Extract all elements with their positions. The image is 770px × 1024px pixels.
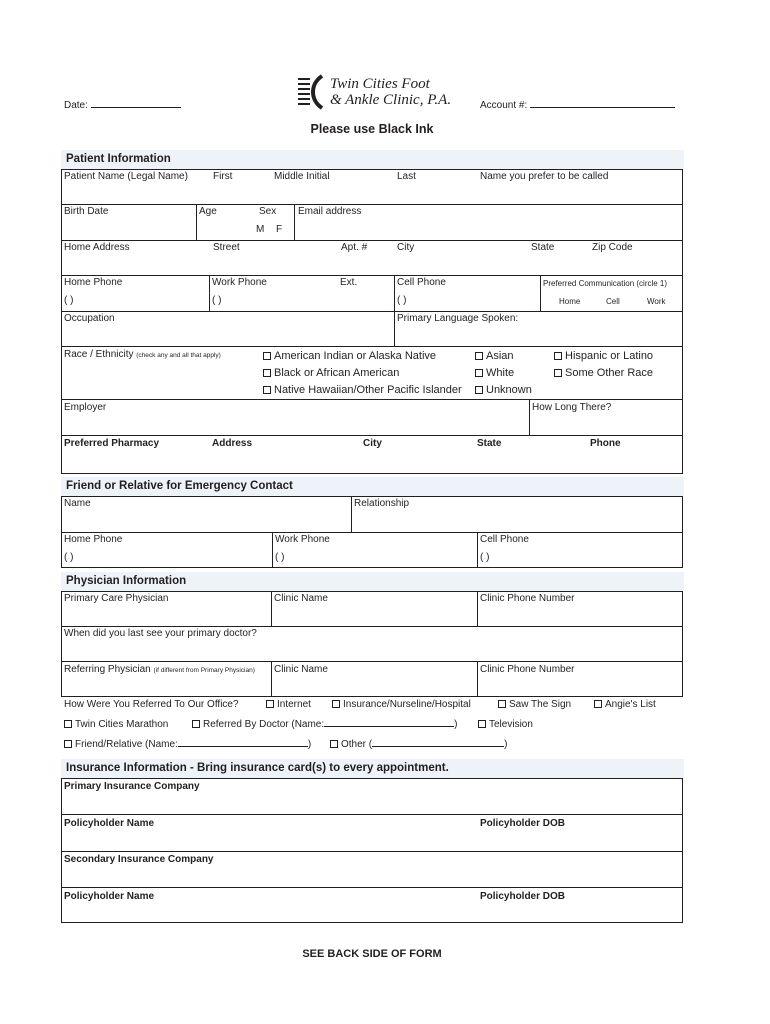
ref-angies-checkbox[interactable]: Angie's List (594, 699, 656, 710)
account-field[interactable] (480, 100, 675, 111)
patient-section-header: Patient Information (61, 150, 684, 169)
age-label: Age (199, 206, 217, 217)
last-seen-label: When did you last see your primary doctor? (64, 628, 257, 639)
physician-section-header: Physician Information (61, 572, 684, 591)
pharmacy-phone-label: Phone (590, 438, 621, 449)
pref-comm-label: Preferred Communication (circle 1) (543, 279, 668, 288)
race-black-checkbox[interactable]: Black or African American (263, 367, 399, 379)
pcp-clinic-phone-label: Clinic Phone Number (480, 593, 575, 604)
see-back-note: SEE BACK SIDE OF FORM (302, 948, 442, 960)
ref-insurance-checkbox[interactable]: Insurance/Nurseline/Hospital (332, 699, 471, 710)
clinic-logo (296, 74, 466, 112)
sex-label: Sex (259, 206, 277, 217)
race-asian-checkbox[interactable]: Asian (475, 350, 514, 362)
race-unknown-checkbox[interactable]: Unknown (475, 384, 532, 396)
logo-line-1: Twin Cities Foot (330, 76, 430, 92)
ink-instruction: Please use Black Ink (310, 122, 434, 136)
race-hispanic-checkbox[interactable]: Hispanic or Latino (554, 350, 653, 362)
ec-home-phone-input[interactable]: ( ) (64, 552, 74, 563)
logo-mark-icon (296, 74, 332, 110)
primary-insurance-label: Primary Insurance Company (64, 781, 200, 792)
primary-holder-dob-label: Policyholder DOB (480, 818, 566, 829)
pcp-clinic-label: Clinic Name (274, 593, 328, 604)
ec-name-label: Name (64, 498, 91, 509)
ec-work-phone-label: Work Phone (275, 534, 330, 545)
pref-home-option[interactable]: Home (559, 297, 581, 306)
race-white-checkbox[interactable]: White (475, 367, 514, 379)
ref-marathon-checkbox[interactable]: Twin Cities Marathon (64, 719, 168, 730)
ref-television-checkbox[interactable]: Television (478, 719, 533, 730)
date-label: Date: (64, 100, 88, 111)
race-hawaiian-checkbox[interactable]: Native Hawaiian/Other Pacific Islander (263, 384, 462, 396)
last-name-label: Last (397, 171, 416, 182)
email-label: Email address (298, 206, 362, 217)
referring-label: Referring Physician (if different from Primary Physician) (64, 664, 255, 675)
ref-friend-checkbox[interactable]: Friend/Relative (Name: ) (64, 739, 311, 750)
ec-cell-phone-input[interactable]: ( ) (480, 552, 490, 563)
pref-work-option[interactable]: Work (647, 297, 666, 306)
ref-internet-checkbox[interactable]: Internet (266, 699, 311, 710)
secondary-insurance-label: Secondary Insurance Company (64, 854, 214, 865)
sex-f-option[interactable]: F (276, 224, 283, 235)
middle-initial-label: Middle Initial (274, 171, 330, 182)
pharmacy-address-label: Address (212, 438, 253, 449)
pcp-label: Primary Care Physician (64, 593, 169, 604)
cell-phone-input[interactable]: ( ) (397, 295, 407, 306)
work-phone-label: Work Phone (212, 277, 267, 288)
patient-name-input[interactable] (62, 183, 682, 203)
ec-cell-phone-label: Cell Phone (480, 534, 529, 545)
employer-label: Employer (64, 402, 107, 413)
ref-clinic-label: Clinic Name (274, 664, 328, 675)
preferred-name-label: Name you prefer to be called (480, 171, 609, 182)
primary-holder-name-label: Policyholder Name (64, 818, 155, 829)
pharmacy-label: Preferred Pharmacy (64, 438, 160, 449)
ref-sign-checkbox[interactable]: Saw The Sign (498, 699, 571, 710)
cell-phone-label: Cell Phone (397, 277, 446, 288)
occupation-label: Occupation (64, 313, 115, 324)
secondary-holder-dob-label: Policyholder DOB (480, 891, 566, 902)
street-label: Street (213, 242, 240, 253)
city-label: City (397, 242, 415, 253)
state-label: State (531, 242, 555, 253)
race-label: Race / Ethnicity (check any and all that apply) (64, 349, 221, 360)
email-input[interactable] (296, 218, 682, 238)
ec-work-phone-input[interactable]: ( ) (275, 552, 285, 563)
home-phone-input[interactable]: ( ) (64, 295, 74, 306)
date-field[interactable] (64, 100, 181, 111)
work-phone-input[interactable]: ( ) (212, 295, 222, 306)
pref-cell-option[interactable]: Cell (606, 297, 620, 306)
ref-clinic-phone-label: Clinic Phone Number (480, 664, 575, 675)
pharmacy-city-label: City (363, 438, 382, 449)
insurance-section-header: Insurance Information - Bring insurance card(s) to every appointment. (61, 759, 684, 778)
patient-table (61, 169, 683, 474)
ec-relationship-label: Relationship (354, 498, 410, 509)
apt-label: Apt. # (341, 242, 368, 253)
sex-m-option[interactable]: M (256, 224, 265, 235)
referred-question: How Were You Referred To Our Office? (64, 699, 239, 710)
secondary-holder-name-label: Policyholder Name (64, 891, 155, 902)
race-american-indian-checkbox[interactable]: American Indian or Alaska Native (263, 350, 436, 362)
ec-home-phone-label: Home Phone (64, 534, 123, 545)
account-label: Account #: (480, 100, 528, 111)
pharmacy-state-label: State (477, 438, 502, 449)
emergency-section-header: Friend or Relative for Emergency Contact (61, 477, 684, 496)
ref-doctor-checkbox[interactable]: Referred By Doctor (Name: ) (192, 719, 458, 730)
physician-table (61, 591, 683, 697)
first-name-label: First (213, 171, 233, 182)
language-label: Primary Language Spoken: (397, 313, 519, 324)
home-phone-label: Home Phone (64, 277, 123, 288)
ref-other-checkbox[interactable]: Other ( ) (330, 739, 507, 750)
home-address-label: Home Address (64, 242, 130, 253)
birth-date-label: Birth Date (64, 206, 109, 217)
ext-label: Ext. (340, 277, 358, 288)
race-other-checkbox[interactable]: Some Other Race (554, 367, 653, 379)
how-long-label: How Long There? (532, 402, 612, 413)
patient-name-label: Patient Name (Legal Name) (64, 171, 188, 182)
zip-label: Zip Code (592, 242, 633, 253)
logo-line-2: & Ankle Clinic, P.A. (330, 92, 452, 108)
